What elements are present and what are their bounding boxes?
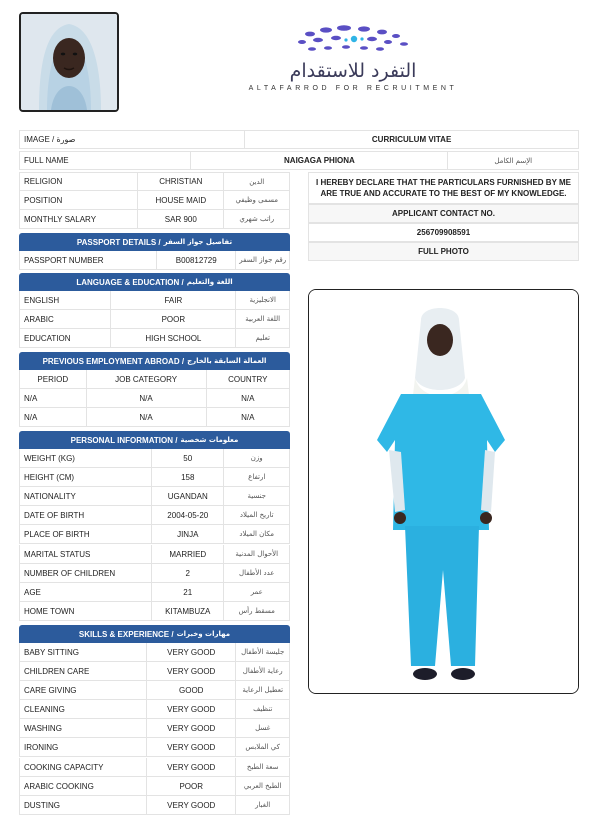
row-value: VERY GOOD [147, 719, 236, 737]
full-body-image [309, 290, 578, 693]
table-row [19, 487, 290, 506]
contact-number: 256709908591 [308, 223, 579, 242]
row-value: KITAMBUZA [152, 602, 224, 620]
table-row [19, 796, 290, 815]
table-row [19, 172, 290, 191]
row-value: HOUSE MAID [138, 191, 224, 209]
logo-arabic-text: التفرد للاستقدام [289, 60, 417, 82]
row-arabic: وزن [250, 454, 263, 462]
row-value: CHRISTIAN [138, 173, 224, 190]
image-label: IMAGE / صورة [20, 131, 245, 148]
employment-title-arabic: العمالة السابقة بالخارج [187, 357, 267, 365]
table-row [19, 506, 290, 525]
table-row [19, 468, 290, 487]
column-header-period: PERIOD [20, 370, 87, 388]
row-value: VERY GOOD [147, 738, 236, 756]
row-arabic: مكان الميلاد [239, 530, 275, 538]
row-value: 158 [152, 468, 224, 486]
row-arabic: عمر [250, 588, 263, 596]
row-arabic: اللغة العربية [245, 315, 281, 323]
row-label: DATE OF BIRTH [20, 506, 152, 524]
row-value: 50 [152, 449, 224, 467]
job-cell: N/A [87, 389, 207, 407]
table-row [19, 329, 290, 348]
row-label: HOME TOWN [20, 602, 152, 620]
row-label: RELIGION [20, 173, 138, 190]
table-row [19, 564, 290, 583]
personal-section-title [19, 431, 290, 449]
row-arabic: الغبار [255, 801, 271, 809]
row-value: 21 [152, 583, 224, 601]
row-arabic: رقم جواز السفر [239, 256, 287, 264]
row-value: FAIR [111, 291, 236, 309]
row-value: UGANDAN [152, 487, 224, 505]
row-value: VERY GOOD [147, 662, 236, 680]
row-arabic: تعطيل الرعاية [242, 686, 284, 694]
row-label: CHILDREN CARE [20, 662, 147, 680]
row-arabic: سعة الطبخ [246, 763, 279, 771]
logo-latin-text: ALTAFARROD FOR RECRUITMENT [248, 85, 458, 92]
personal-title-text: PERSONAL INFORMATION / [70, 435, 178, 445]
employment-header-row [19, 370, 290, 389]
row-arabic: ارتفاع [248, 473, 266, 481]
table-row [19, 777, 290, 796]
profile-photo [19, 12, 119, 112]
passport-title-arabic: تفاصيل جواز السفر [163, 238, 233, 246]
job-cell: N/A [87, 408, 207, 426]
row-label: WEIGHT (KG) [20, 449, 152, 467]
cv-title: CURRICULUM VITAE [371, 135, 452, 144]
row-value: GOOD [147, 681, 236, 699]
country-cell: N/A [241, 393, 255, 403]
row-label: EDUCATION [20, 329, 111, 347]
language-section-title [19, 273, 290, 291]
row-value: 2 [152, 564, 224, 582]
table-row [19, 408, 290, 427]
column-header-job-category: JOB CATEGORY [87, 370, 207, 388]
table-row [19, 602, 290, 621]
passport-section-title [19, 233, 290, 251]
row-arabic: الأحوال المدنية [235, 550, 279, 558]
language-title-arabic: اللغة والتعليم [186, 278, 233, 286]
row-label: PASSPORT NUMBER [20, 251, 157, 269]
row-label: PLACE OF BIRTH [20, 525, 152, 543]
table-row [19, 545, 290, 564]
row-arabic: غسل [255, 724, 271, 732]
period-cell: N/A [20, 389, 87, 407]
row-label: ENGLISH [20, 291, 111, 309]
table-row [19, 310, 290, 329]
country-cell: N/A [241, 412, 255, 422]
row-arabic: تاريخ الميلاد [239, 511, 274, 519]
image-cv-row [19, 130, 579, 149]
row-arabic: جنسية [247, 492, 267, 500]
skills-title-arabic: مهارات وخبرات [176, 630, 231, 638]
table-row [19, 210, 290, 229]
row-value: 2004-05-20 [152, 506, 224, 524]
language-title-text: LANGUAGE & EDUCATION / [76, 277, 184, 287]
row-value: POOR [147, 777, 236, 795]
passport-title-text: PASSPORT DETAILS / [76, 237, 161, 247]
row-arabic: عدد الأطفال [239, 569, 275, 577]
row-label: ARABIC [20, 310, 111, 328]
row-arabic: جليسة الأطفال [241, 648, 285, 656]
contact-label: APPLICANT CONTACT NO. [308, 204, 579, 223]
table-row [19, 700, 290, 719]
table-row [19, 719, 290, 738]
full-name-row [19, 151, 579, 170]
table-row [19, 449, 290, 468]
company-logo [200, 30, 500, 100]
table-row [19, 525, 290, 544]
table-row [19, 389, 290, 408]
row-arabic: رعاية الأطفال [242, 667, 283, 675]
row-arabic: كي الملابس [245, 743, 280, 751]
full-name-arabic: الإسم الكامل [494, 156, 533, 165]
row-label: CARE GIVING [20, 681, 147, 699]
row-value: VERY GOOD [147, 758, 236, 776]
row-arabic: مسقط رأس [238, 607, 275, 615]
full-name-label: FULL NAME [20, 152, 191, 169]
row-label: DUSTING [20, 796, 147, 814]
skills-title-text: SKILLS & EXPERIENCE / [78, 629, 174, 639]
row-value: SAR 900 [138, 210, 224, 228]
row-label: IRONING [20, 738, 147, 756]
full-photo-label: FULL PHOTO [308, 242, 579, 261]
period-cell: N/A [20, 408, 87, 426]
table-row [19, 643, 290, 662]
row-label: NUMBER OF CHILDREN [20, 564, 152, 582]
declaration-text: I HEREBY DECLARE THAT THE PARTICULARS FURNISHED BY ME ARE TRUE AND ACCURATE TO THE BEST OF MY KNOWLEDGE. [308, 172, 579, 204]
row-value: JINJA [152, 525, 224, 543]
row-label: WASHING [20, 719, 147, 737]
table-row [19, 583, 290, 602]
row-label: BABY SITTING [20, 643, 147, 661]
table-row [19, 758, 290, 777]
employment-section-title [19, 352, 290, 370]
row-label: COOKING CAPACITY [20, 758, 147, 776]
row-value: POOR [111, 310, 236, 328]
profile-portrait-image [21, 14, 117, 110]
employment-title-text: PREVIOUS EMPLOYMENT ABROAD / [42, 356, 185, 366]
table-row [19, 191, 290, 210]
row-arabic: تنظيف [253, 705, 273, 713]
row-label: POSITION [20, 191, 138, 209]
row-label: MONTHLY SALARY [20, 210, 138, 228]
row-arabic: راتب شهري [239, 215, 275, 223]
row-arabic: الطبخ العربي [243, 782, 282, 790]
row-arabic: تعليم [255, 334, 270, 342]
row-value: B00812729 [157, 251, 236, 269]
table-row [19, 738, 290, 757]
row-label: ARABIC COOKING [20, 777, 147, 795]
skills-section-title [19, 625, 290, 643]
row-value: MARRIED [152, 545, 224, 563]
row-label: NATIONALITY [20, 487, 152, 505]
table-row [19, 251, 290, 270]
full-name-value: NAIGAGA PHIONA [191, 152, 448, 169]
table-row [19, 681, 290, 700]
personal-title-arabic: معلومات شخصية [180, 436, 239, 444]
row-label: MARITAL STATUS [20, 545, 152, 563]
table-row [19, 291, 290, 310]
row-label: AGE [20, 583, 152, 601]
row-arabic: الانجليزية [249, 296, 276, 304]
row-arabic: مسمى وظيفي [235, 196, 279, 204]
row-value: VERY GOOD [147, 700, 236, 718]
column-header-country: COUNTRY [228, 374, 268, 384]
full-photo [308, 289, 579, 694]
logo-dots-icon [288, 24, 418, 64]
row-arabic: الدين [249, 177, 265, 186]
row-value: VERY GOOD [147, 643, 236, 661]
row-value: HIGH SCHOOL [111, 329, 236, 347]
row-label: HEIGHT (CM) [20, 468, 152, 486]
row-value: VERY GOOD [147, 796, 236, 814]
row-label: CLEANING [20, 700, 147, 718]
table-row [19, 662, 290, 681]
